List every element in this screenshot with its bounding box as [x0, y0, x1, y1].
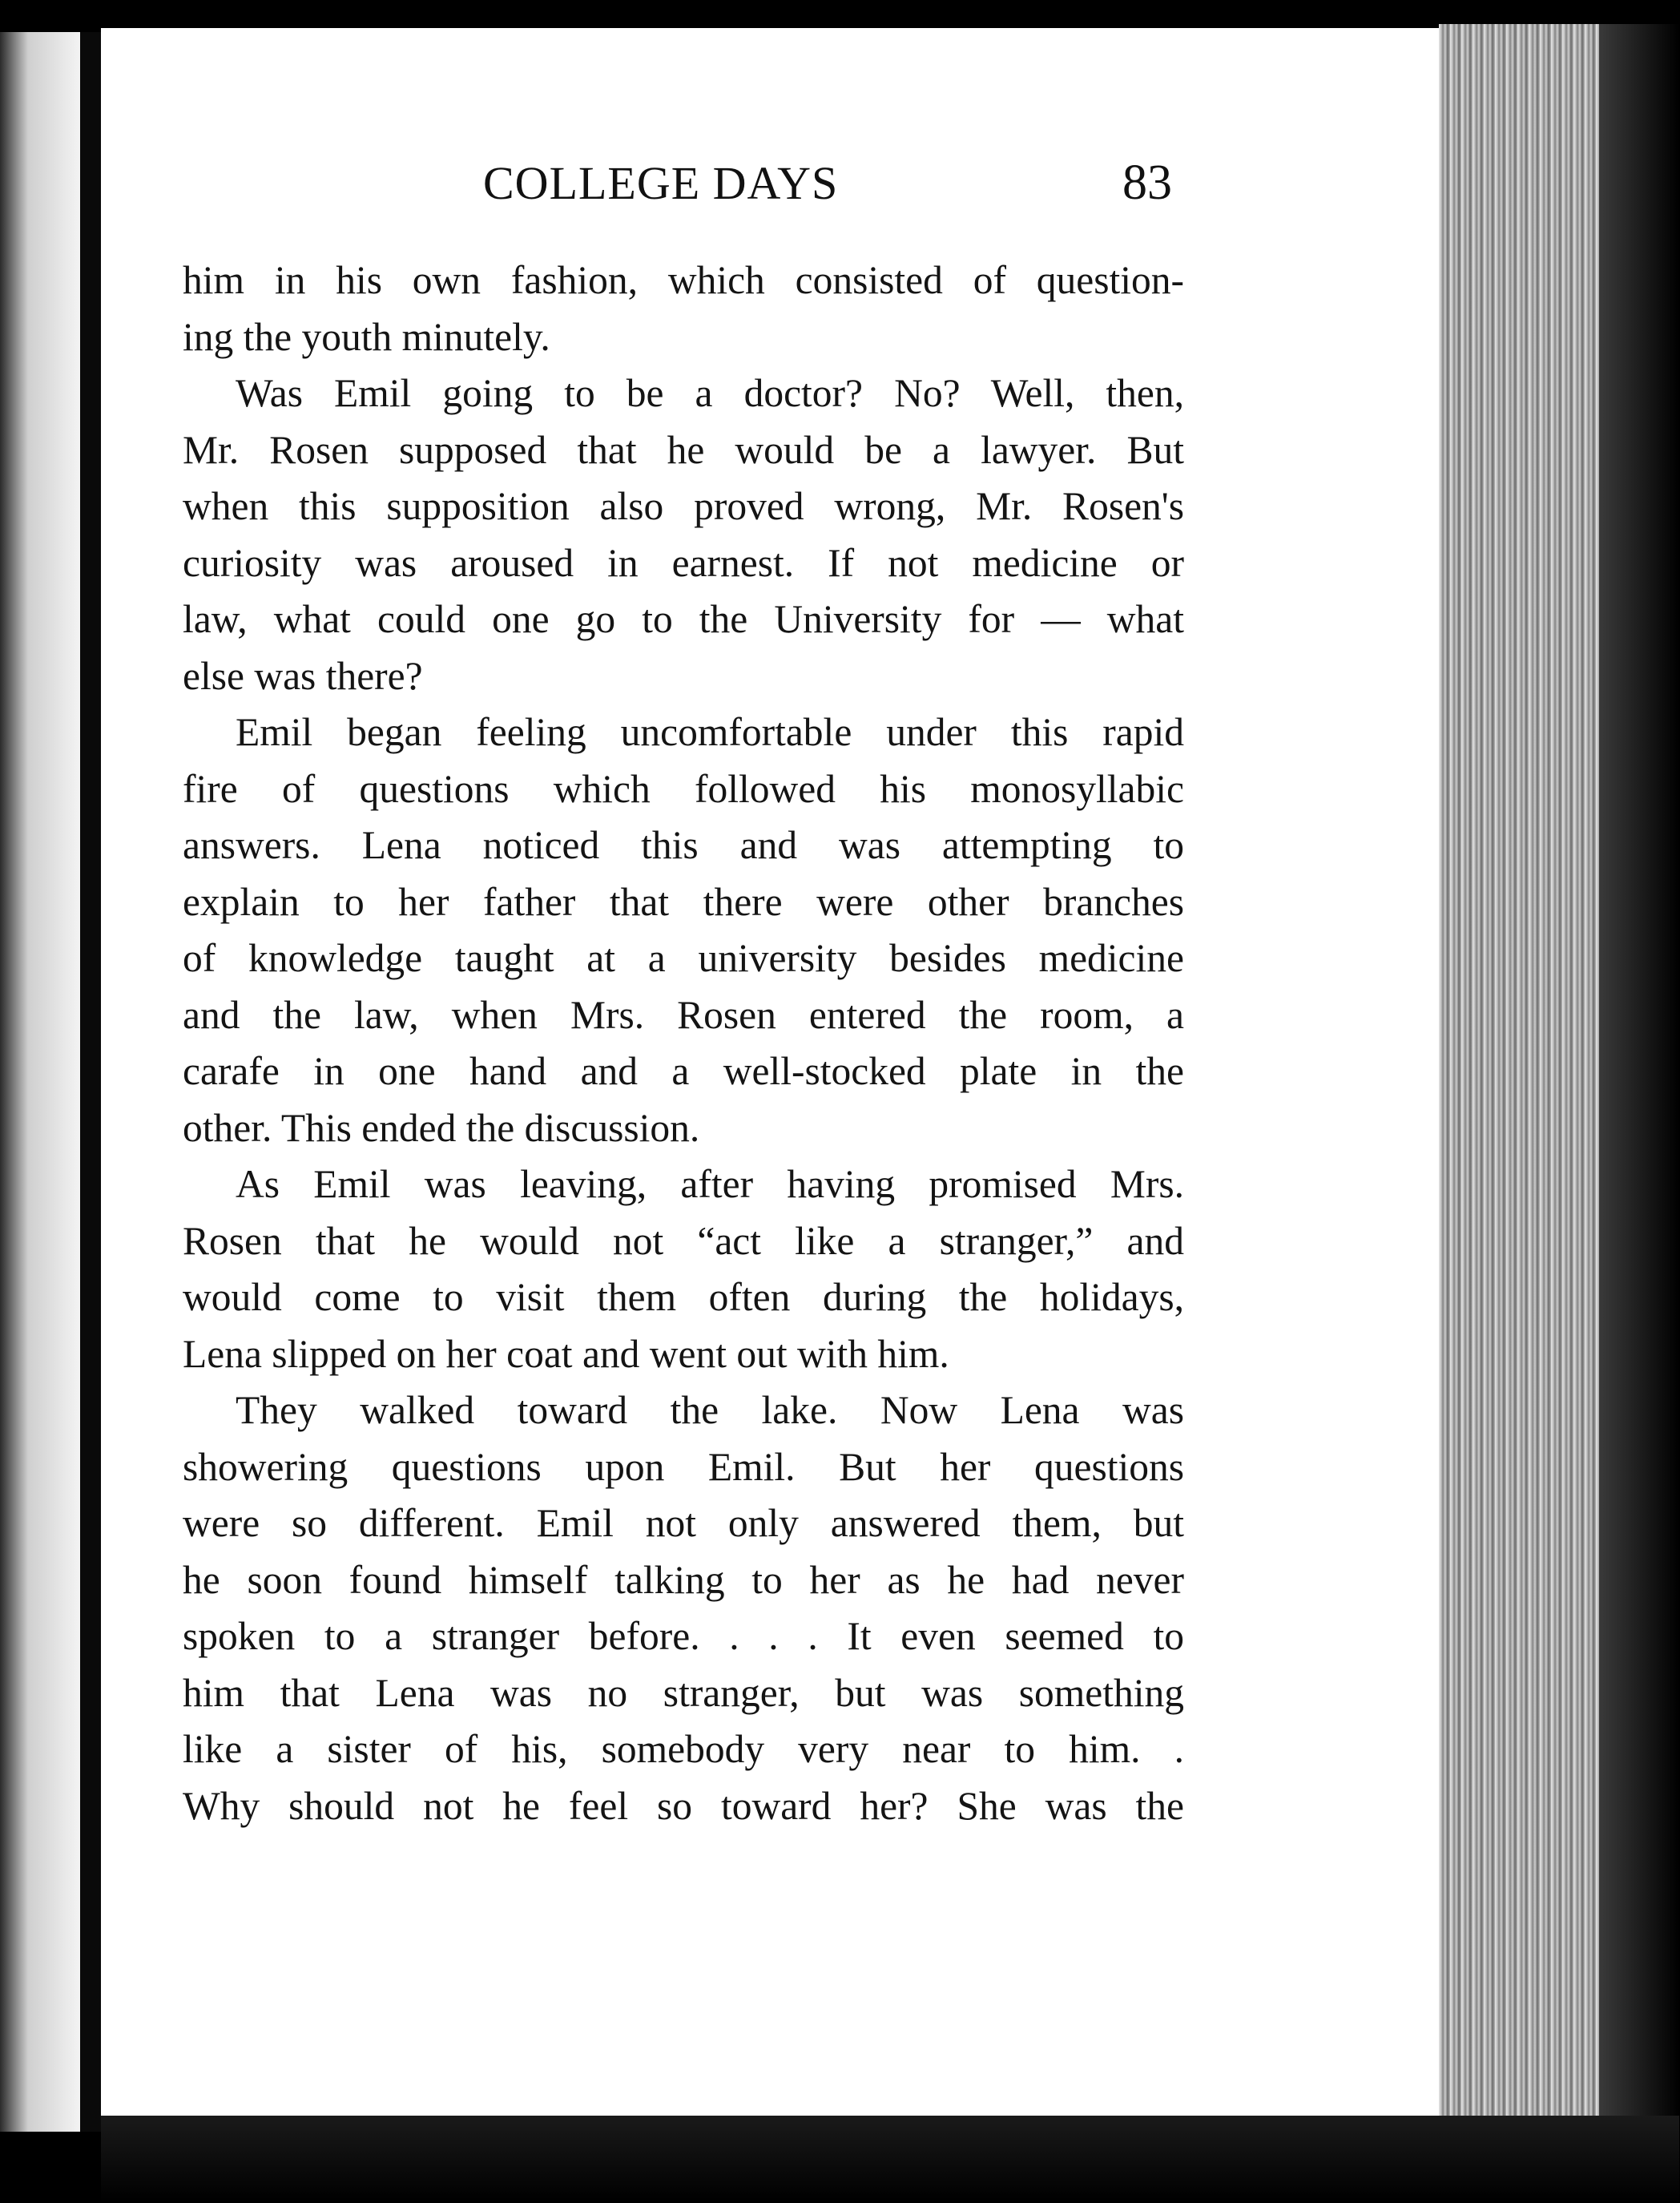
text-line: showering questions upon Emil. But her questions	[183, 1444, 1184, 1489]
book-gutter	[80, 32, 101, 2132]
book-edge-shadow	[1599, 24, 1680, 2124]
page-stack-edges	[1439, 24, 1599, 2124]
text-line: Why should not he feel so toward her? She was the	[183, 1783, 1184, 1828]
paragraph	[183, 252, 1184, 365]
text-line: else was there?	[183, 653, 423, 698]
text-line: curiosity was aroused in earnest. If not medicine or	[183, 540, 1184, 585]
paragraph	[183, 365, 1184, 704]
paragraph	[183, 1382, 1184, 1834]
text-line: Lena slipped on her coat and went out with him.	[183, 1331, 949, 1376]
running-header	[101, 156, 1439, 228]
text-line: like a sister of his, somebody very near to him. .	[183, 1727, 1184, 1771]
text-line: They walked toward the lake. Now Lena was	[236, 1388, 1184, 1432]
text-line: As Emil was leaving, after having promised Mrs.	[236, 1162, 1184, 1206]
paragraph	[183, 1156, 1184, 1382]
text-line: would come to visit them often during the holidays,	[183, 1275, 1184, 1319]
text-line: fire of questions which followed his monosyllabic	[183, 766, 1184, 811]
text-line: Emil began feeling uncomfortable under this rapid	[236, 710, 1184, 754]
text-line: explain to her father that there were other branches	[183, 879, 1184, 924]
text-line: carafe in one hand and a well-stocked plate in the	[183, 1049, 1184, 1093]
facing-page-edge	[0, 32, 80, 2132]
text-line: spoken to a stranger before. . . . It even seemed to	[183, 1614, 1184, 1658]
text-line: were so different. Emil not only answered them, but	[183, 1501, 1184, 1545]
text-line: and the law, when Mrs. Rosen entered the room, a	[183, 992, 1184, 1037]
text-line: law, what could one go to the University for — what	[183, 597, 1184, 641]
text-line: he soon found himself talking to her as he had never	[183, 1557, 1184, 1602]
text-line: Was Emil going to be a doctor? No? Well, then,	[236, 371, 1184, 415]
bottom-shadow	[101, 2116, 1679, 2203]
text-line: other. This ended the discussion.	[183, 1105, 700, 1150]
running-title: COLLEGE DAYS	[483, 157, 839, 209]
text-line: Rosen that he would not “act like a stranger,” and	[183, 1218, 1184, 1263]
paragraph	[183, 704, 1184, 1156]
page-number: 83	[1122, 155, 1172, 210]
text-line: him in his own fashion, which consisted of question-	[183, 258, 1184, 302]
text-line: Mr. Rosen supposed that he would be a lawyer. But	[183, 427, 1184, 472]
text-line: when this supposition also proved wrong, Mr. Rosen's	[183, 484, 1184, 528]
text-line: him that Lena was no stranger, but was something	[183, 1670, 1184, 1715]
text-line: ing the youth minutely.	[183, 314, 550, 359]
text-line: answers. Lena noticed this and was attempting to	[183, 823, 1184, 867]
body-text	[183, 252, 1184, 1834]
text-line: of knowledge taught at a university besides medicine	[183, 936, 1184, 980]
